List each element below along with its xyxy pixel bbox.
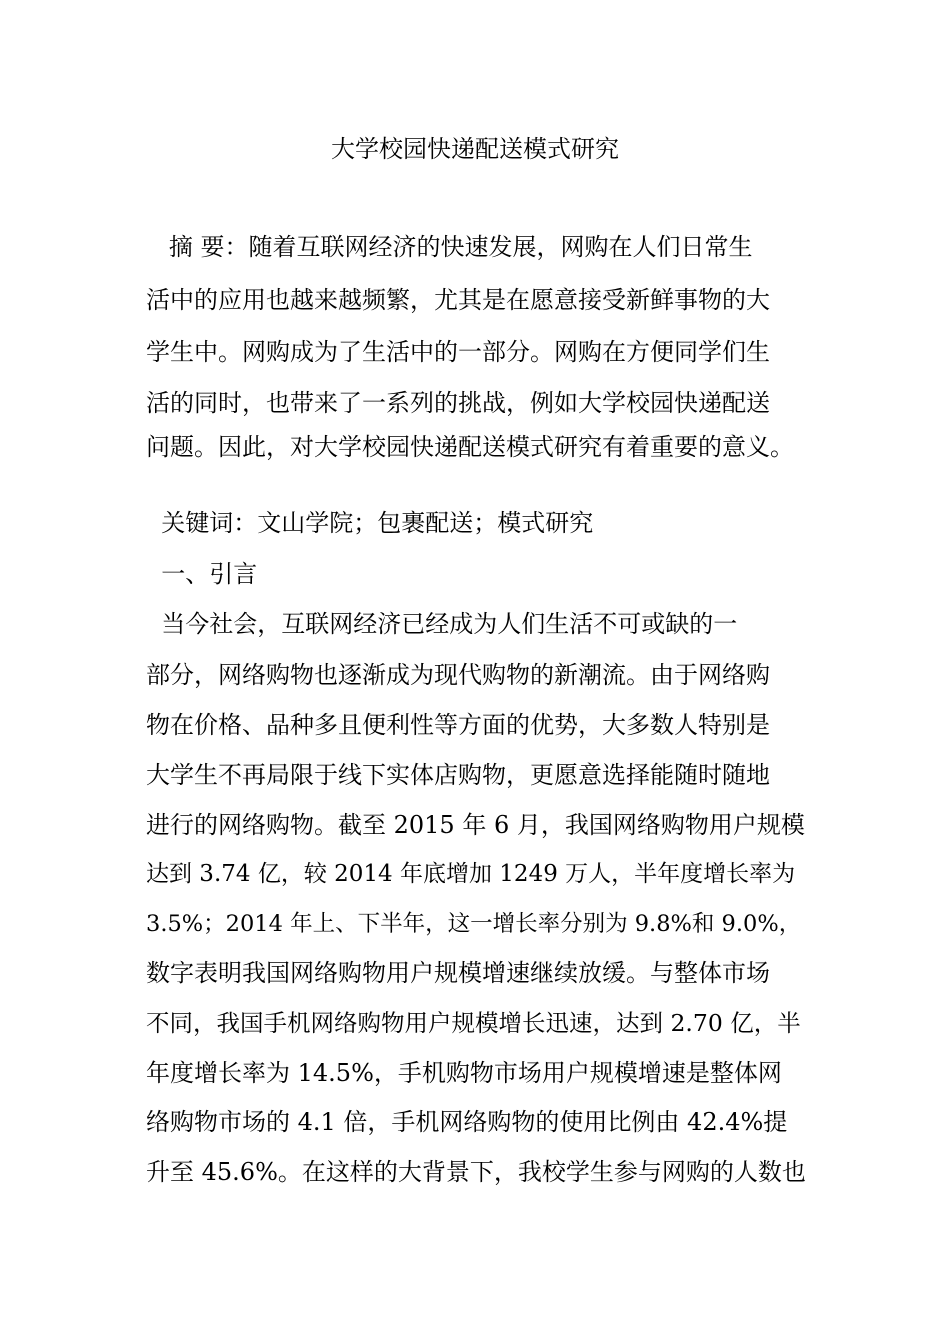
section-heading: 一、引言 [146,560,258,588]
body-line: 当今社会，互联网经济已经成为人们生活不可或缺的一 [146,610,738,638]
abstract-line: 活的同时，也带来了一系列的挑战，例如大学校园快递配送 [146,389,770,417]
body-line: 不同，我国手机网络购物用户规模增长迅速，达到 2.70 亿，半 [146,1009,801,1037]
body-line: 物在价格、品种多且便利性等方面的优势，大多数人特别是 [146,711,770,739]
body-line: 进行的网络购物。截至 2015 年 6 月，我国网络购物用户规模 [146,811,805,839]
abstract-line: 问题。因此，对大学校园快递配送模式研究有着重要的意义。 [146,433,794,461]
abstract-line: 学生中。网购成为了生活中的一部分。网购在方便同学们生 [146,338,770,366]
body-line: 达到 3.74 亿，较 2014 年底增加 1249 万人，半年度增长率为 [146,861,796,887]
abstract-line: 摘 要：随着互联网经济的快速发展，网购在人们日常生 [146,233,753,261]
body-line: 部分，网络购物也逐渐成为现代购物的新潮流。由于网络购 [146,661,770,689]
body-line: 大学生不再局限于线下实体店购物，更愿意选择能随时随地 [146,761,770,789]
body-line: 数字表明我国网络购物用户规模增速继续放缓。与整体市场 [146,959,770,987]
body-line: 年度增长率为 14.5%，手机购物市场用户规模增速是整体网 [146,1059,782,1087]
body-line: 3.5%；2014 年上、下半年，这一增长率分别为 9.8%和 9.0%， [146,911,802,937]
document-title: 大学校园快递配送模式研究 [331,135,619,163]
body-line: 升至 45.6%。在这样的大背景下，我校学生参与网购的人数也 [146,1158,806,1186]
body-line: 络购物市场的 4.1 倍，手机网络购物的使用比例由 42.4%提 [146,1108,788,1136]
abstract-line: 活中的应用也越来越频繁，尤其是在愿意接受新鲜事物的大 [146,286,770,314]
keywords-line: 关键词：文山学院；包裹配送；模式研究 [146,509,594,537]
